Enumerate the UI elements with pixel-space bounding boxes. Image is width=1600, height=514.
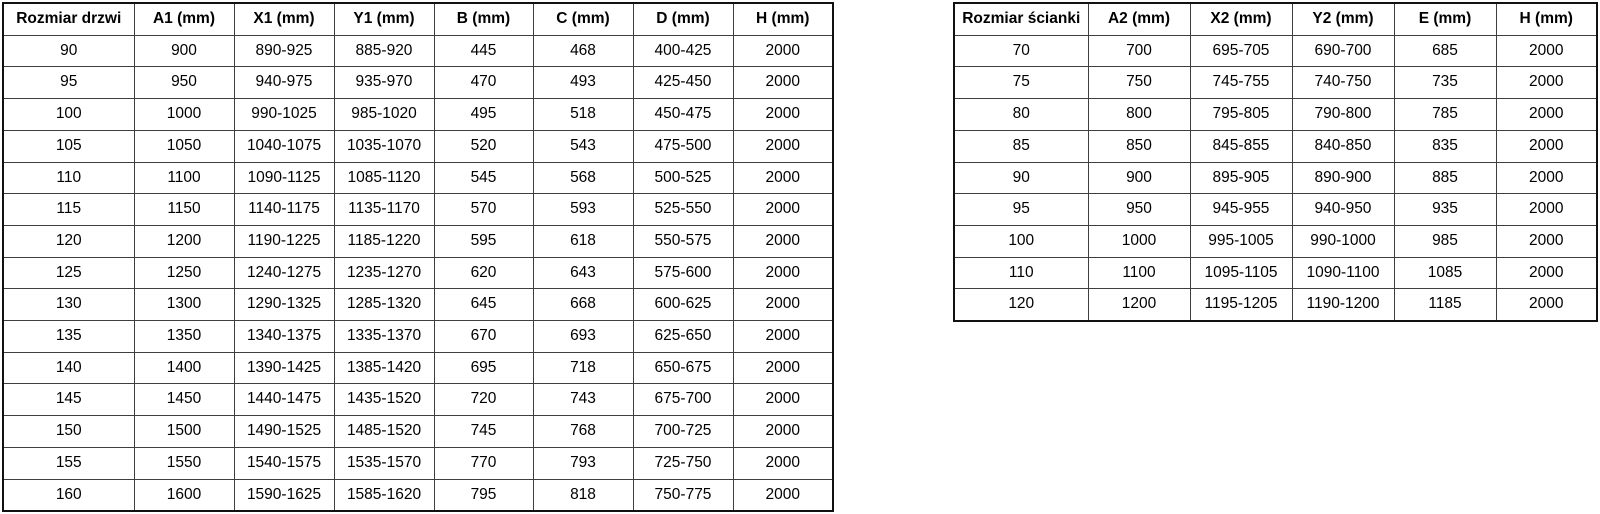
table-row: [3, 162, 833, 194]
table-cell: 700-725: [633, 416, 733, 448]
table-cell: 800: [1088, 99, 1190, 131]
table-cell: 543: [533, 130, 633, 162]
table-cell: 845-855: [1190, 130, 1292, 162]
table-cell: 1095-1105: [1190, 257, 1292, 289]
table-cell: 1090-1125: [234, 162, 334, 194]
table-row: [954, 194, 1597, 226]
column-header: Y2 (mm): [1292, 3, 1394, 35]
table-cell: 1285-1320: [334, 289, 434, 321]
wall-panel-size-table: [953, 2, 1598, 322]
table-cell: 895-905: [1190, 162, 1292, 194]
table-cell: 2000: [1496, 289, 1597, 321]
table-cell: 1135-1170: [334, 194, 434, 226]
table-cell: 1390-1425: [234, 352, 334, 384]
table-cell: 145: [3, 384, 134, 416]
table-row: [3, 479, 833, 511]
table-cell: 1240-1275: [234, 257, 334, 289]
table-cell: 2000: [733, 479, 833, 511]
column-header: Rozmiar drzwi: [3, 3, 134, 35]
table-cell: 100: [3, 99, 134, 131]
table-cell: 2000: [733, 447, 833, 479]
table-cell: 495: [434, 99, 533, 131]
table-cell: 1100: [134, 162, 234, 194]
table-row: [3, 225, 833, 257]
table-row: [954, 162, 1597, 194]
table-cell: 75: [954, 67, 1088, 99]
table-cell: 110: [3, 162, 134, 194]
table-cell: 1485-1520: [334, 416, 434, 448]
table-cell: 95: [3, 67, 134, 99]
table-cell: 493: [533, 67, 633, 99]
table-cell: 950: [134, 67, 234, 99]
table-cell: 1340-1375: [234, 321, 334, 353]
table-cell: 940-950: [1292, 194, 1394, 226]
table-cell: 743: [533, 384, 633, 416]
header-row: [3, 3, 833, 35]
table-cell: 1150: [134, 194, 234, 226]
table-cell: 885-920: [334, 35, 434, 67]
table-cell: 2000: [1496, 162, 1597, 194]
table-row: [3, 67, 833, 99]
column-header: X2 (mm): [1190, 3, 1292, 35]
table-cell: 2000: [1496, 257, 1597, 289]
table-cell: 468: [533, 35, 633, 67]
table-cell: 1190-1200: [1292, 289, 1394, 321]
table-cell: 1235-1270: [334, 257, 434, 289]
table-row: [3, 321, 833, 353]
table-cell: 718: [533, 352, 633, 384]
table-cell: 1500: [134, 416, 234, 448]
table-cell: 1540-1575: [234, 447, 334, 479]
column-header: H (mm): [733, 3, 833, 35]
column-header: A2 (mm): [1088, 3, 1190, 35]
table-cell: 890-900: [1292, 162, 1394, 194]
table-cell: 85: [954, 130, 1088, 162]
table-cell: 695: [434, 352, 533, 384]
table-cell: 695-705: [1190, 35, 1292, 67]
table-cell: 985-1020: [334, 99, 434, 131]
table-cell: 990-1000: [1292, 225, 1394, 257]
table-cell: 2000: [733, 162, 833, 194]
table-cell: 1250: [134, 257, 234, 289]
table-cell: 2000: [733, 321, 833, 353]
table-cell: 115: [3, 194, 134, 226]
table-cell: 1450: [134, 384, 234, 416]
table-cell: 70: [954, 35, 1088, 67]
table-cell: 668: [533, 289, 633, 321]
table-cell: 520: [434, 130, 533, 162]
table-cell: 2000: [1496, 130, 1597, 162]
table-cell: 935: [1394, 194, 1496, 226]
table-cell: 575-600: [633, 257, 733, 289]
table-cell: 1090-1100: [1292, 257, 1394, 289]
table-cell: 1350: [134, 321, 234, 353]
table-cell: 2000: [733, 352, 833, 384]
table-row: [3, 447, 833, 479]
table-cell: 2000: [733, 35, 833, 67]
table-cell: 745: [434, 416, 533, 448]
table-cell: 790-800: [1292, 99, 1394, 131]
column-header: D (mm): [633, 3, 733, 35]
table-cell: 795-805: [1190, 99, 1292, 131]
table-cell: 550-575: [633, 225, 733, 257]
table-cell: 2000: [733, 194, 833, 226]
table-row: [3, 35, 833, 67]
table-cell: 950: [1088, 194, 1190, 226]
table-cell: 720: [434, 384, 533, 416]
table-cell: 985: [1394, 225, 1496, 257]
table-cell: 518: [533, 99, 633, 131]
table-cell: 1185-1220: [334, 225, 434, 257]
table-cell: 750-775: [633, 479, 733, 511]
table-cell: 1400: [134, 352, 234, 384]
table-cell: 450-475: [633, 99, 733, 131]
table-cell: 2000: [1496, 99, 1597, 131]
table-cell: 1600: [134, 479, 234, 511]
table-cell: 1290-1325: [234, 289, 334, 321]
table-cell: 105: [3, 130, 134, 162]
table-row: [3, 130, 833, 162]
table-cell: 2000: [1496, 67, 1597, 99]
table-cell: 570: [434, 194, 533, 226]
table-cell: 2000: [733, 289, 833, 321]
table-cell: 1385-1420: [334, 352, 434, 384]
table-cell: 1185: [1394, 289, 1496, 321]
table-cell: 690-700: [1292, 35, 1394, 67]
table-cell: 2000: [733, 257, 833, 289]
table-cell: 850: [1088, 130, 1190, 162]
table-cell: 670: [434, 321, 533, 353]
table-cell: 95: [954, 194, 1088, 226]
table-cell: 135: [3, 321, 134, 353]
table-cell: 2000: [733, 225, 833, 257]
table-cell: 785: [1394, 99, 1496, 131]
table-cell: 595: [434, 225, 533, 257]
table-row: [954, 257, 1597, 289]
table-cell: 110: [954, 257, 1088, 289]
table-cell: 600-625: [633, 289, 733, 321]
table-cell: 890-925: [234, 35, 334, 67]
table-row: [3, 194, 833, 226]
table-cell: 80: [954, 99, 1088, 131]
table-cell: 1195-1205: [1190, 289, 1292, 321]
table-row: [954, 35, 1597, 67]
table-cell: 700: [1088, 35, 1190, 67]
table-cell: 150: [3, 416, 134, 448]
column-header: H (mm): [1496, 3, 1597, 35]
table-cell: 1000: [1088, 225, 1190, 257]
table-cell: 545: [434, 162, 533, 194]
table-cell: 1050: [134, 130, 234, 162]
table-row: [3, 289, 833, 321]
table-cell: 618: [533, 225, 633, 257]
table-row: [3, 384, 833, 416]
table-cell: 740-750: [1292, 67, 1394, 99]
table-cell: 2000: [733, 130, 833, 162]
table-row: [3, 99, 833, 131]
table-cell: 1035-1070: [334, 130, 434, 162]
table-cell: 750: [1088, 67, 1190, 99]
table-row: [3, 352, 833, 384]
table-cell: 1085: [1394, 257, 1496, 289]
table-cell: 1490-1525: [234, 416, 334, 448]
table-row: [954, 67, 1597, 99]
table-cell: 593: [533, 194, 633, 226]
table-cell: 90: [954, 162, 1088, 194]
table-cell: 935-970: [334, 67, 434, 99]
table-row: [954, 130, 1597, 162]
table-cell: 1440-1475: [234, 384, 334, 416]
table-cell: 90: [3, 35, 134, 67]
table-cell: 1590-1625: [234, 479, 334, 511]
table-cell: 990-1025: [234, 99, 334, 131]
table-cell: 120: [3, 225, 134, 257]
table-cell: 100: [954, 225, 1088, 257]
table-cell: 130: [3, 289, 134, 321]
column-header: A1 (mm): [134, 3, 234, 35]
table-cell: 470: [434, 67, 533, 99]
table-row: [3, 416, 833, 448]
table-cell: 643: [533, 257, 633, 289]
table-cell: 120: [954, 289, 1088, 321]
table-cell: 525-550: [633, 194, 733, 226]
table-cell: 818: [533, 479, 633, 511]
column-header: B (mm): [434, 3, 533, 35]
table-cell: 2000: [733, 384, 833, 416]
table-cell: 445: [434, 35, 533, 67]
column-header: Y1 (mm): [334, 3, 434, 35]
table-cell: 885: [1394, 162, 1496, 194]
table-cell: 900: [1088, 162, 1190, 194]
table-cell: 1200: [1088, 289, 1190, 321]
table-cell: 675-700: [633, 384, 733, 416]
table-cell: 645: [434, 289, 533, 321]
table-cell: 1435-1520: [334, 384, 434, 416]
table-cell: 2000: [1496, 225, 1597, 257]
table-cell: 840-850: [1292, 130, 1394, 162]
table-cell: 1000: [134, 99, 234, 131]
table-cell: 795: [434, 479, 533, 511]
table-cell: 1585-1620: [334, 479, 434, 511]
table-cell: 995-1005: [1190, 225, 1292, 257]
table-cell: 770: [434, 447, 533, 479]
table-row: [954, 99, 1597, 131]
table-cell: 2000: [1496, 194, 1597, 226]
table-cell: 768: [533, 416, 633, 448]
table-cell: 685: [1394, 35, 1496, 67]
table-cell: 735: [1394, 67, 1496, 99]
table-cell: 400-425: [633, 35, 733, 67]
table-cell: 475-500: [633, 130, 733, 162]
table-cell: 2000: [733, 67, 833, 99]
table-cell: 2000: [733, 99, 833, 131]
table-cell: 425-450: [633, 67, 733, 99]
table-cell: 1335-1370: [334, 321, 434, 353]
table-row: [3, 257, 833, 289]
column-header: X1 (mm): [234, 3, 334, 35]
table-cell: 835: [1394, 130, 1496, 162]
table-cell: 620: [434, 257, 533, 289]
door-size-table: [2, 2, 834, 512]
table-cell: 1300: [134, 289, 234, 321]
table-cell: 945-955: [1190, 194, 1292, 226]
column-header: E (mm): [1394, 3, 1496, 35]
table-cell: 140: [3, 352, 134, 384]
table-cell: 500-525: [633, 162, 733, 194]
table-row: [954, 289, 1597, 321]
table-cell: 125: [3, 257, 134, 289]
table-cell: 1100: [1088, 257, 1190, 289]
table-cell: 793: [533, 447, 633, 479]
table-cell: 745-755: [1190, 67, 1292, 99]
table-cell: 625-650: [633, 321, 733, 353]
table-cell: 650-675: [633, 352, 733, 384]
table-row: [954, 225, 1597, 257]
table-cell: 1085-1120: [334, 162, 434, 194]
table-cell: 725-750: [633, 447, 733, 479]
table-cell: 1040-1075: [234, 130, 334, 162]
table-cell: 900: [134, 35, 234, 67]
table-cell: 160: [3, 479, 134, 511]
table-cell: 2000: [733, 416, 833, 448]
table-cell: 693: [533, 321, 633, 353]
table-cell: 568: [533, 162, 633, 194]
table-cell: 1200: [134, 225, 234, 257]
table-cell: 2000: [1496, 35, 1597, 67]
table-cell: 1550: [134, 447, 234, 479]
column-header: C (mm): [533, 3, 633, 35]
column-header: Rozmiar ścianki: [954, 3, 1088, 35]
table-cell: 155: [3, 447, 134, 479]
table-cell: 1190-1225: [234, 225, 334, 257]
header-row: [954, 3, 1597, 35]
table-cell: 940-975: [234, 67, 334, 99]
table-cell: 1535-1570: [334, 447, 434, 479]
table-cell: 1140-1175: [234, 194, 334, 226]
